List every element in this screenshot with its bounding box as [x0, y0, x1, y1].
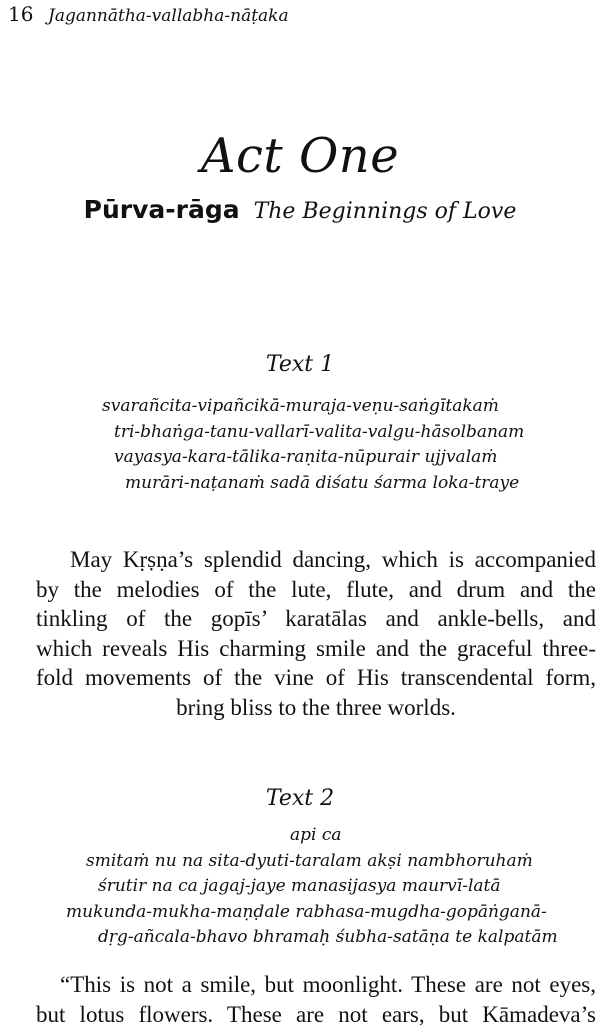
verse-line: murāri-naṭanaṁ sadā diśatu śarma loka-traye: [125, 472, 520, 493]
page-number: 16: [8, 2, 34, 26]
act-subtitle: [0, 195, 600, 224]
verse-line: smitaṁ nu na sita-dyuti-taralam akṣi nambhoruhaṁ: [86, 850, 533, 871]
verse-line: svarañcita-vipañcikā-muraja-veṇu-saṅgītakaṁ: [102, 396, 499, 416]
text-1-translation: [36, 545, 596, 722]
subtitle-sanskrit: Pūrva-rāga: [83, 195, 240, 224]
translation-line: by the melodies of the lute, flute, and drum and the: [36, 576, 596, 602]
translation-line: but lotus flowers. These are not ears, but Kāmadeva’s: [36, 1001, 596, 1027]
verse-line: tri-bhaṅga-tanu-vallarī-valita-valgu-hāsolbanam: [114, 421, 525, 442]
text-2-verse: [0, 823, 600, 951]
verse-line: mukunda-mukha-maṇḍale rabhasa-mugdha-gopāṅganā-: [66, 901, 547, 922]
verse-line: vayasya-kara-tālika-raṇita-nūpurair ujjvalaṁ: [114, 447, 498, 467]
text-1-heading: Text 1: [265, 352, 335, 377]
act-title: Act One: [200, 128, 400, 184]
translation-line: May Kṛṣṇa’s splendid dancing, which is accompanied: [70, 547, 596, 572]
translation-line: “This is not a smile, but moonlight. These are not eyes,: [60, 972, 596, 997]
subtitle-english: The Beginnings of Love: [253, 199, 517, 224]
translation-line: tinkling of the gopīs’ karatālas and ankle-bells, and: [36, 606, 596, 631]
text-1-verse: [0, 394, 600, 496]
page-header: [8, 2, 289, 28]
verse-line: dṛg-añcala-bhavo bhramaḥ śubha-satāṇa te kalpatām: [98, 927, 558, 947]
running-title: Jagannātha-vallabha-nāṭaka: [48, 6, 289, 26]
text-2-translation: [36, 970, 596, 1029]
translation-line: which reveals His charming smile and the graceful three-: [36, 635, 596, 661]
verse-line: śrutir na ca jagaj-jaye manasijasya maurvī-latā: [98, 876, 501, 896]
translation-line: bring bliss to the three worlds.: [176, 694, 456, 720]
text-2-heading: Text 2: [265, 786, 335, 811]
translation-line: fold movements of the vine of His transcendental form,: [36, 665, 596, 690]
verse-line: api ca: [290, 825, 342, 845]
